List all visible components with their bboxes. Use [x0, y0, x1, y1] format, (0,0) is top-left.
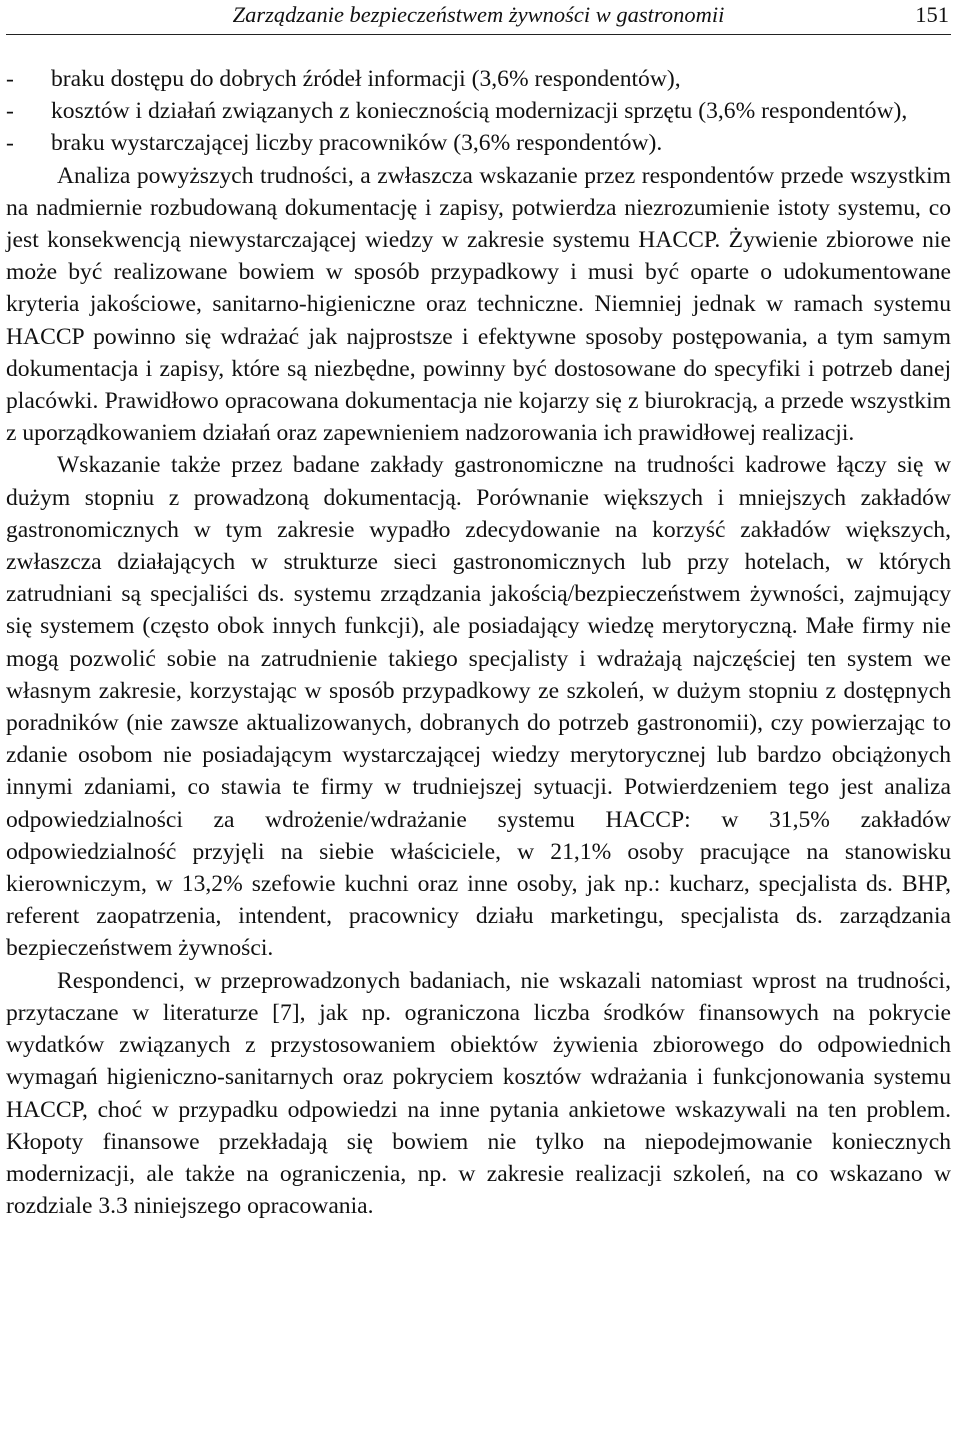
list-item-text: kosztów i działań związanych z koniecznością modernizacji sprzętu (3,6% respondentów), — [51, 98, 908, 125]
list-item — [6, 127, 951, 159]
dash-bullet: - — [6, 98, 14, 125]
paragraph: Respondenci, w przeprowadzonych badaniach, nie wskazali natomiast wprost na trudności, przytaczane w literaturze [7], jak np. ograniczona liczba środków finansowych na pokrycie wydatków związanych z przystosowaniem obiektów żywienia zbiorowego do odpowiednich wymagań higieniczno-sanitarnych oraz pokryciem kosztów wdrażania i funkcjonowania systemu HACCP, choć w przypadku odpowiedzi na inne pytania ankietowe wskazywali na ten problem. Kłopoty finansowe przekładają się bowiem nie tylko na niepodejmowanie koniecznych modernizacji, ale także na ograniczenia, np. w zakresie realizacji szkoleń, na co wskazano w rozdziale 3.3 niniejszego opracowania. — [6, 967, 951, 1220]
dash-bullet: - — [6, 66, 14, 92]
body-text — [6, 63, 951, 1222]
page-number: 151 — [915, 2, 949, 27]
running-title: Zarządzanie bezpieczeństwem żywności w gastronomii — [232, 2, 725, 27]
dash-bullet: - — [6, 130, 14, 157]
list-item-text: braku wystarczającej liczby pracowników (3,6% respondentów). — [51, 130, 663, 157]
paragraph: Wskazanie także przez badane zakłady gastronomiczne na trudności kadrowe łączy się w dużym stopniu z prowadzoną dokumentacją. Porównanie większych i mniejszych zakładów gastronomicznych w tym zakresie wypadło zdecydowanie na korzyść zakładów większych, zwłaszcza działających w strukturze sieci gastronomicznych lub przy hotelach, w których zatrudniani są specjaliści ds. systemu zrządzania jakością/bezpieczeństwem żywności, zajmujący się systemem (często obok innych funkcji), ale posiadający wiedzę merytoryczną. Małe firmy nie mogą pozwolić sobie na zatrudnienie takiego specjalisty i wdrażają najczęściej ten system we własnym zakresie, korzystając w sposób przypadkowy ze szkoleń, w dużym stopniu z dostępnych poradników (nie zawsze aktualizowanych, dobranych do potrzeb gastronomii), czy powierzając to zdanie osobom nie posiadającym wystarczającej wiedzy merytorycznej lub bardzo obciążonych innymi zdaniami, co stawia te firmy w trudniejszej sytuacji. Potwierdzeniem tego jest analiza odpowiedzialności za wdrożenie/wdrażanie systemu HACCP: w 31,5% zakładów odpowiedzialność przyjęli na siebie właściciele, w 21,1% osoby pracujące na stanowisku kierowniczym, w 13,2% szefowie kuchni oraz inne osoby, jak np.: kucharz, specjalista ds. BHP, referent zaopatrzenia, intendent, pracownicy działu marketingu, specjalista ds. zarządzania bezpieczeństwem żywności. — [6, 452, 951, 962]
paragraph: Analiza powyższych trudności, a zwłaszcza wskazanie przez respondentów przede wszystkim na nadmiernie rozbudowaną dokumentację i zapisy, potwierdza niezrozumienie istoty systemu, co jest konsekwencją niewystarczającej wiedzy w zakresie systemu HACCP. Żywienie zbiorowe nie może być realizowane bowiem w sposób przypadkowy i musi być oparte o udokumentowane kryteria jakościowe, sanitarno-higieniczne oraz techniczne. Niemniej jednak w ramach systemu HACCP powinno się wdrażać jak najprostsze i efektywne sposoby postępowania, a tym samym dokumentacja i zapisy, które są niezbędne, powinny być dostosowane do specyfiki i potrzeb danej placówki. Prawidłowo opracowana dokumentacja nie kojarzy się z biurokracją, a przede wszystkim z uporządkowaniem działań oraz zapewnieniem nadzorowania ich prawidłowej realizacji. — [6, 162, 951, 447]
list-item — [6, 63, 951, 95]
list-item — [6, 95, 951, 127]
document-page — [6, 0, 951, 1222]
running-header — [6, 0, 951, 35]
dash-list — [6, 63, 951, 160]
list-item-text: braku dostępu do dobrych źródeł informacji (3,6% respondentów), — [51, 66, 681, 92]
